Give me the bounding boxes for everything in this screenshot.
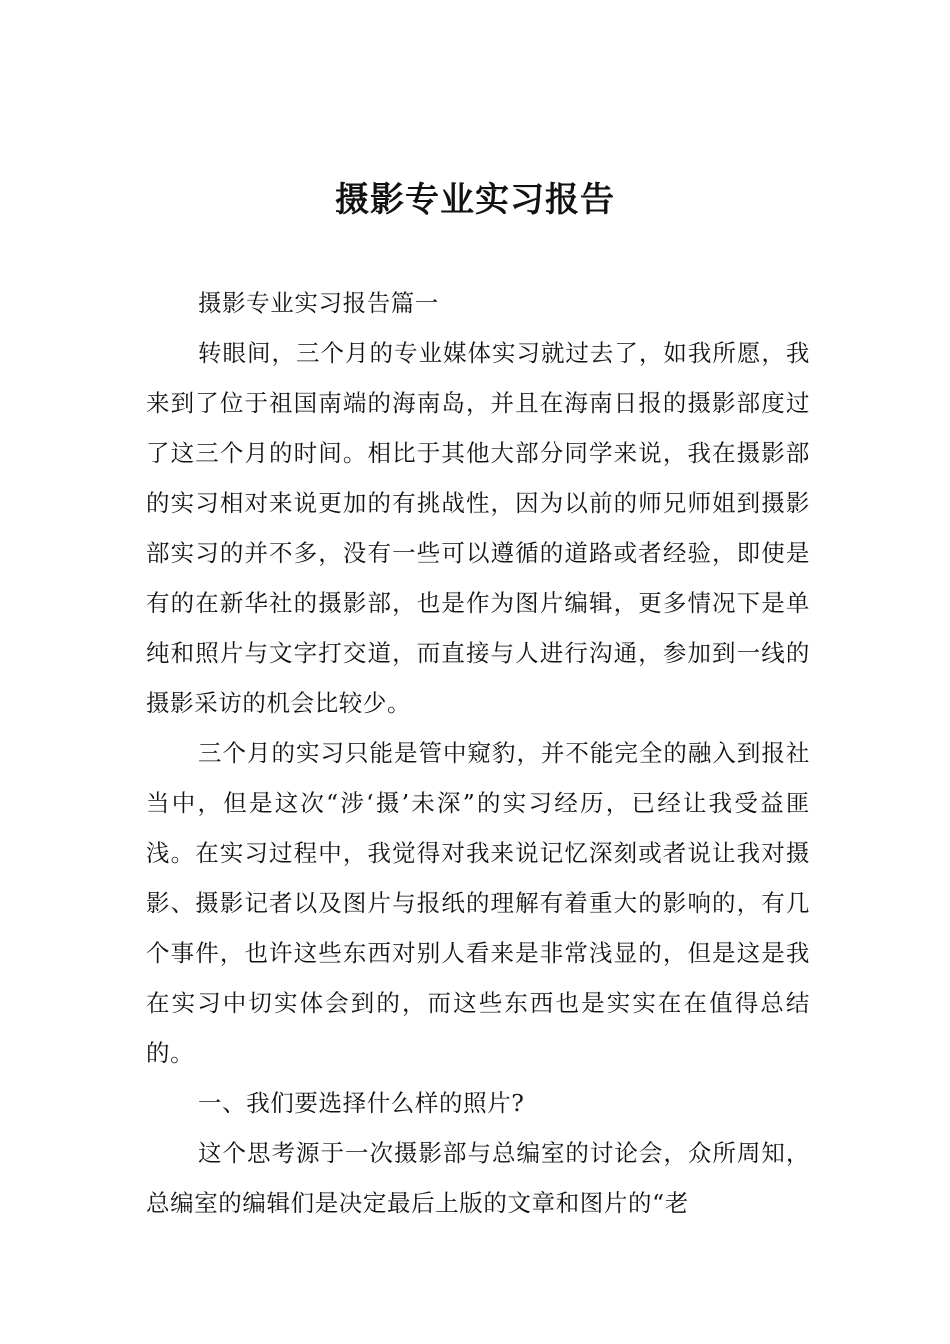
document-title: 摄影专业实习报告 [335,180,615,220]
document-body [146,278,810,1228]
paragraph: 三个月的实习只能是管中窥豹，并不能完全的融入到报社当中，但是这次“涉‘摄’未深”的实习经历，已经让我受益匪浅。在实习过程中，我觉得对我来说记忆深刻或者说让我对摄影、摄影记者以及图片与报纸的理解有着重大的影响的，有几个事件，也许这些东西对别人看来是非常浅显的，但是这是我在实习中切实体会到的，而这些东西也是实实在在值得总结的。 [146,739,810,1067]
paragraph: 转眼间，三个月的专业媒体实习就过去了，如我所愿，我来到了位于祖国南端的海南岛，并且在海南日报的摄影部度过了这三个月的时间。相比于其他大部分同学来说，我在摄影部的实习相对来说更加的有挑战性，因为以前的师兄师姐到摄影部实习的并不多，没有一些可以遵循的道路或者经验，即使是有的在新华社的摄影部，也是作为图片编辑，更多情况下是单纯和照片与文字打交道，而直接与人进行沟通，参加到一线的摄影采访的机会比较少。 [146,339,810,717]
paragraph: 这个思考源于一次摄影部与总编室的讨论会，众所周知，总编室的编辑们是决定最后上版的文章和图片的“老 [146,1139,810,1217]
subsection-heading: 一、我们要选择什么样的照片? [198,1089,525,1117]
section-heading: 摄影专业实习报告篇一 [198,289,439,317]
